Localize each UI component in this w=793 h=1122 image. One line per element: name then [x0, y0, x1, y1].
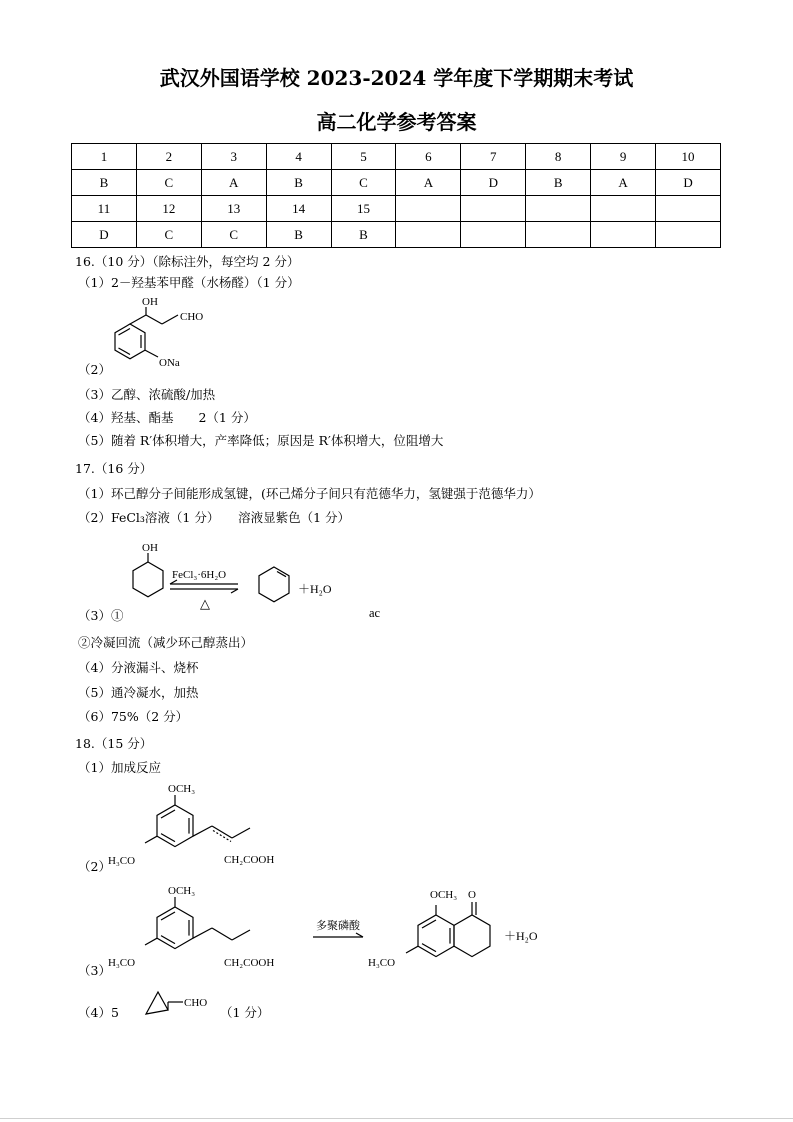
oh-label: OH — [142, 542, 158, 554]
oh-label: OH — [142, 296, 158, 308]
table-cell: 1 — [72, 144, 137, 170]
table-cell: 9 — [591, 144, 656, 170]
table-cell — [526, 196, 591, 222]
q18-heading: 18.（15 分） — [75, 736, 153, 751]
product-aromatic-ring — [418, 915, 454, 957]
q17-equation — [120, 540, 360, 620]
q17-part5: （5）通冷凝水，加热 — [78, 685, 199, 700]
product-label: ＋H₂O — [298, 582, 332, 596]
question-number-row — [72, 144, 721, 170]
table-cell — [591, 222, 656, 248]
product-o-label: O — [468, 889, 476, 901]
q18-part4-score: （1 分） — [220, 1005, 270, 1020]
table-cell: 12 — [136, 196, 201, 222]
product-label: ＋H₂O — [504, 929, 538, 943]
cho-label: CHO — [180, 311, 204, 323]
q16-part3: （3）乙醇、浓硫酸/加热 — [78, 387, 216, 402]
table-cell: 4 — [266, 144, 331, 170]
h3co-label: H₃CO — [108, 855, 136, 867]
table-cell: 6 — [396, 144, 461, 170]
q17-part1: （1）环己醇分子间能形成氢键，(环己烯分子间只有范德华力，氢键强于范德华力） — [78, 486, 541, 501]
answer-row — [72, 222, 721, 248]
table-cell: 2 — [136, 144, 201, 170]
table-cell: 8 — [526, 144, 591, 170]
q16-heading: 16.（10 分）（除标注外，每空均 2 分） — [75, 254, 300, 269]
table-cell: A — [201, 170, 266, 196]
chain-label: CH₂COOH — [224, 957, 275, 969]
table-cell — [526, 222, 591, 248]
table-cell: 10 — [656, 144, 721, 170]
h3co-label: H₃CO — [108, 957, 136, 969]
table-cell: 7 — [461, 144, 526, 170]
table-cell: 15 — [331, 196, 396, 222]
cyclohexanol-ring — [133, 562, 163, 597]
q17-part3-answer: ac — [369, 606, 381, 620]
q17-part3: （3）① — [78, 608, 124, 623]
ona-label: ONa — [159, 357, 180, 369]
q18-part1: （1）加成反应 — [78, 760, 161, 775]
answer-table — [71, 143, 721, 248]
q18-equation — [100, 880, 560, 975]
table-cell: B — [266, 222, 331, 248]
page-subtitle: 高二化学参考答案 — [316, 110, 477, 134]
table-cell — [656, 196, 721, 222]
condition-label: FeCl₃·6H₂O — [172, 569, 227, 581]
table-cell: 5 — [331, 144, 396, 170]
page-title: 武汉外国语学校 2023-2024 学年度下学期期末考试 — [159, 66, 634, 90]
cyclopropane-ring — [146, 992, 168, 1014]
heat-label: △ — [200, 596, 210, 611]
answer-row — [72, 170, 721, 196]
och3-label: OCH₃ — [168, 783, 196, 795]
page-bottom-rule — [0, 1118, 793, 1119]
product-och3-label: OCH₃ — [430, 889, 458, 901]
chain-label: CH₂COOH — [224, 854, 275, 866]
table-cell: 14 — [266, 196, 331, 222]
table-cell: A — [591, 170, 656, 196]
q17-part2: （2）FeCl₃溶液（1 分） 溶液显紫色（1 分） — [78, 510, 351, 525]
table-cell: B — [331, 222, 396, 248]
table-cell: C — [136, 222, 201, 248]
och3-label: OCH₃ — [168, 885, 196, 897]
table-cell: 13 — [201, 196, 266, 222]
table-cell: D — [656, 170, 721, 196]
product-ketone-ring — [454, 915, 490, 957]
table-cell: C — [331, 170, 396, 196]
q18-part4: （4）5 — [78, 1005, 119, 1020]
q16-part5: （5）随着 R′体积增大，产率降低；原因是 R′体积增大，位阻增大 — [78, 433, 444, 448]
q16-part2: （2） — [78, 362, 111, 377]
table-cell — [461, 196, 526, 222]
table-cell: B — [72, 170, 137, 196]
table-cell: 11 — [72, 196, 137, 222]
q16-structure — [100, 294, 240, 374]
q17-part6: （6）75%（2 分） — [78, 709, 189, 724]
table-cell — [591, 196, 656, 222]
table-cell — [656, 222, 721, 248]
product-h3co-label: H₃CO — [368, 957, 396, 969]
table-cell: B — [266, 170, 331, 196]
q17-part4: （4）分液漏斗、烧杯 — [78, 660, 199, 675]
table-cell: D — [72, 222, 137, 248]
table-cell — [396, 222, 461, 248]
benzene-ring — [115, 307, 178, 359]
q17-part3b: ②冷凝回流（减少环己醇蒸出） — [78, 635, 254, 650]
reactant-ring — [157, 907, 193, 949]
cyclohexene-ring — [259, 567, 289, 602]
table-cell: A — [396, 170, 461, 196]
q18-part3: （3） — [78, 963, 111, 978]
table-cell — [461, 222, 526, 248]
reagent-label: 多聚磷酸 — [316, 920, 360, 932]
q16-part4: （4）羟基、酯基 2（1 分） — [78, 410, 256, 425]
table-cell: C — [201, 222, 266, 248]
q18-structure — [100, 780, 330, 875]
q17-heading: 17.（16 分） — [75, 461, 153, 476]
cho-label: CHO — [184, 997, 208, 1009]
q16-part1: （1）2－羟基苯甲醛（水杨醛）（1 分） — [78, 275, 300, 290]
q18-p4-structure — [140, 986, 220, 1020]
table-cell: C — [136, 170, 201, 196]
table-cell: 3 — [201, 144, 266, 170]
table-cell — [396, 196, 461, 222]
q18-part2: （2） — [78, 859, 111, 874]
table-cell: B — [526, 170, 591, 196]
table-cell: D — [461, 170, 526, 196]
benzene-ring — [157, 805, 193, 847]
question-number-row — [72, 196, 721, 222]
